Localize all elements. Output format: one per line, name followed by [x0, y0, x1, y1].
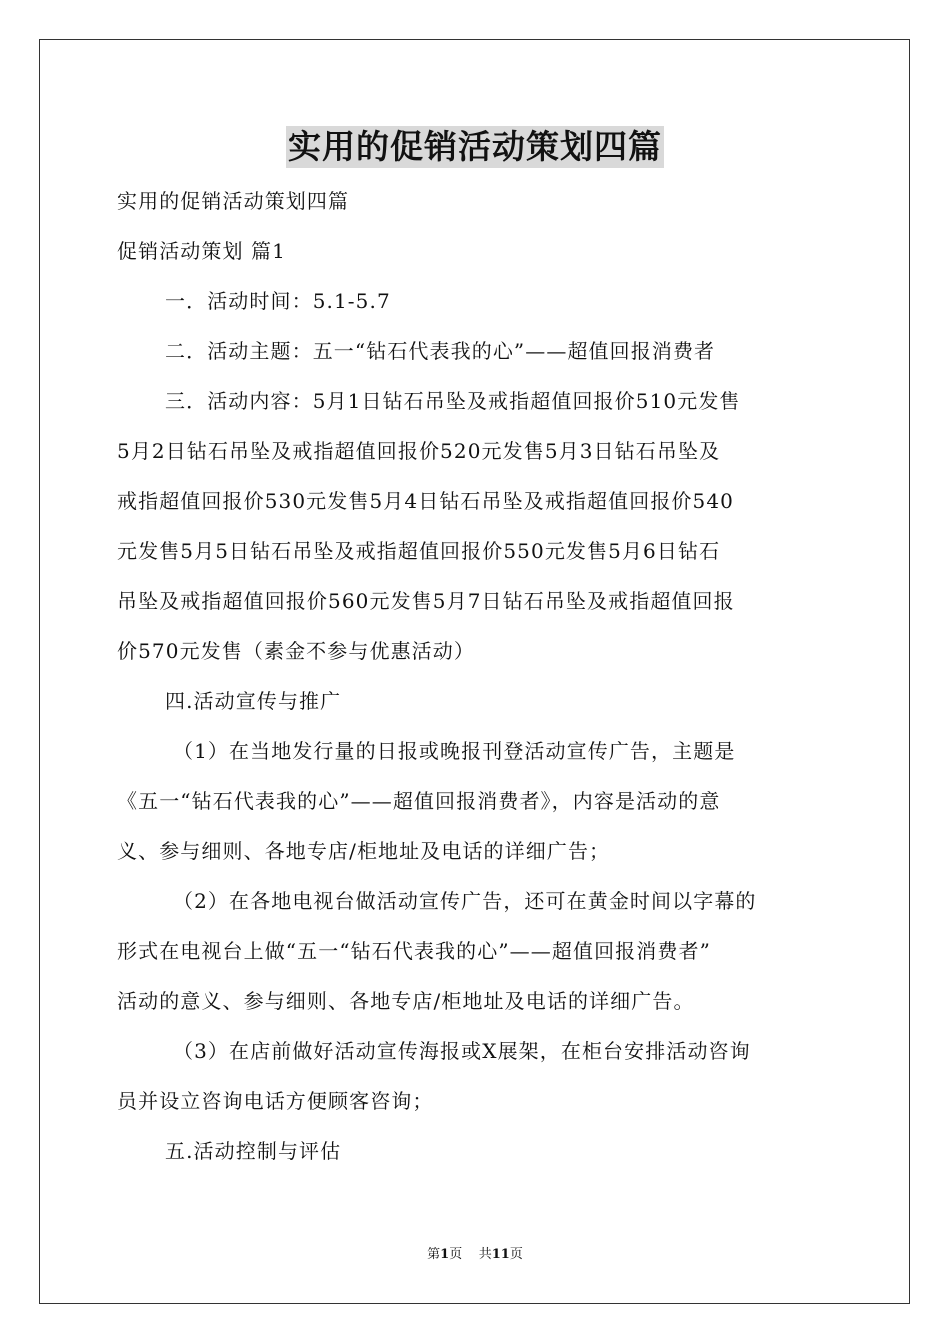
paragraph-promo-3: （3）在店前做好活动宣传海报或X展架，在柜台安排活动咨询 — [173, 1039, 751, 1063]
footer-total-label: 共 — [478, 1247, 492, 1262]
paragraph-promo-2: （2）在各地电视台做活动宣传广告，还可在黄金时间以字幕的 — [173, 889, 757, 913]
paragraph-line: 5月2日钻石吊坠及戒指超值回报价520元发售5月3日钻石吊坠及 — [117, 439, 721, 463]
paragraph-line: 戒指超值回报价530元发售5月4日钻石吊坠及戒指超值回报价540 — [117, 489, 734, 513]
page-footer — [0, 1246, 950, 1264]
paragraph-line: 《五一“钻石代表我的心”——超值回报消费者》，内容是活动的意 — [117, 789, 721, 813]
footer-total-unit: 页 — [509, 1247, 523, 1262]
footer-page-label: 第 — [427, 1247, 441, 1262]
paragraph-activity-content: 三．活动内容：5月1日钻石吊坠及戒指超值回报价510元发售 — [165, 389, 741, 413]
footer-page-unit: 页 — [449, 1247, 463, 1262]
footer-page-total: 11 — [491, 1247, 510, 1262]
paragraph-line: 吊坠及戒指超值回报价560元发售5月7日钻石吊坠及戒指超值回报 — [117, 589, 735, 613]
document-body — [117, 176, 837, 1176]
subtitle-line: 实用的促销活动策划四篇 — [117, 189, 350, 213]
paragraph-promo-1: （1）在当地发行量的日报或晚报刊登活动宣传广告，主题是 — [173, 739, 736, 763]
section-heading-control: 五.活动控制与评估 — [165, 1139, 342, 1163]
paragraph-activity-time: 一．活动时间：5.1-5.7 — [165, 289, 391, 313]
paragraph-line: 活动的意义、参与细则、各地专店/柜地址及电话的详细广告。 — [117, 989, 695, 1013]
paragraph-line: 员并设立咨询电话方便顾客咨询； — [117, 1089, 434, 1113]
paragraph-line: 价570元发售（素金不参与优惠活动） — [117, 639, 475, 663]
section-heading: 促销活动策划 篇1 — [117, 239, 286, 263]
paragraph-line: 形式在电视台上做“五一“钻石代表我的心”——超值回报消费者” — [117, 939, 711, 963]
paragraph-line: 义、参与细则、各地专店/柜地址及电话的详细广告； — [117, 839, 611, 863]
section-heading-promotion: 四.活动宣传与推广 — [165, 689, 342, 713]
footer-page-current: 1 — [440, 1247, 450, 1262]
paragraph-line: 元发售5月5日钻石吊坠及戒指超值回报价550元发售5月6日钻石 — [117, 539, 721, 563]
document-title: 实用的促销活动策划四篇 — [288, 127, 662, 166]
paragraph-activity-theme: 二．活动主题：五一“钻石代表我的心”——超值回报消费者 — [165, 339, 716, 363]
title-wrapper — [0, 126, 950, 168]
